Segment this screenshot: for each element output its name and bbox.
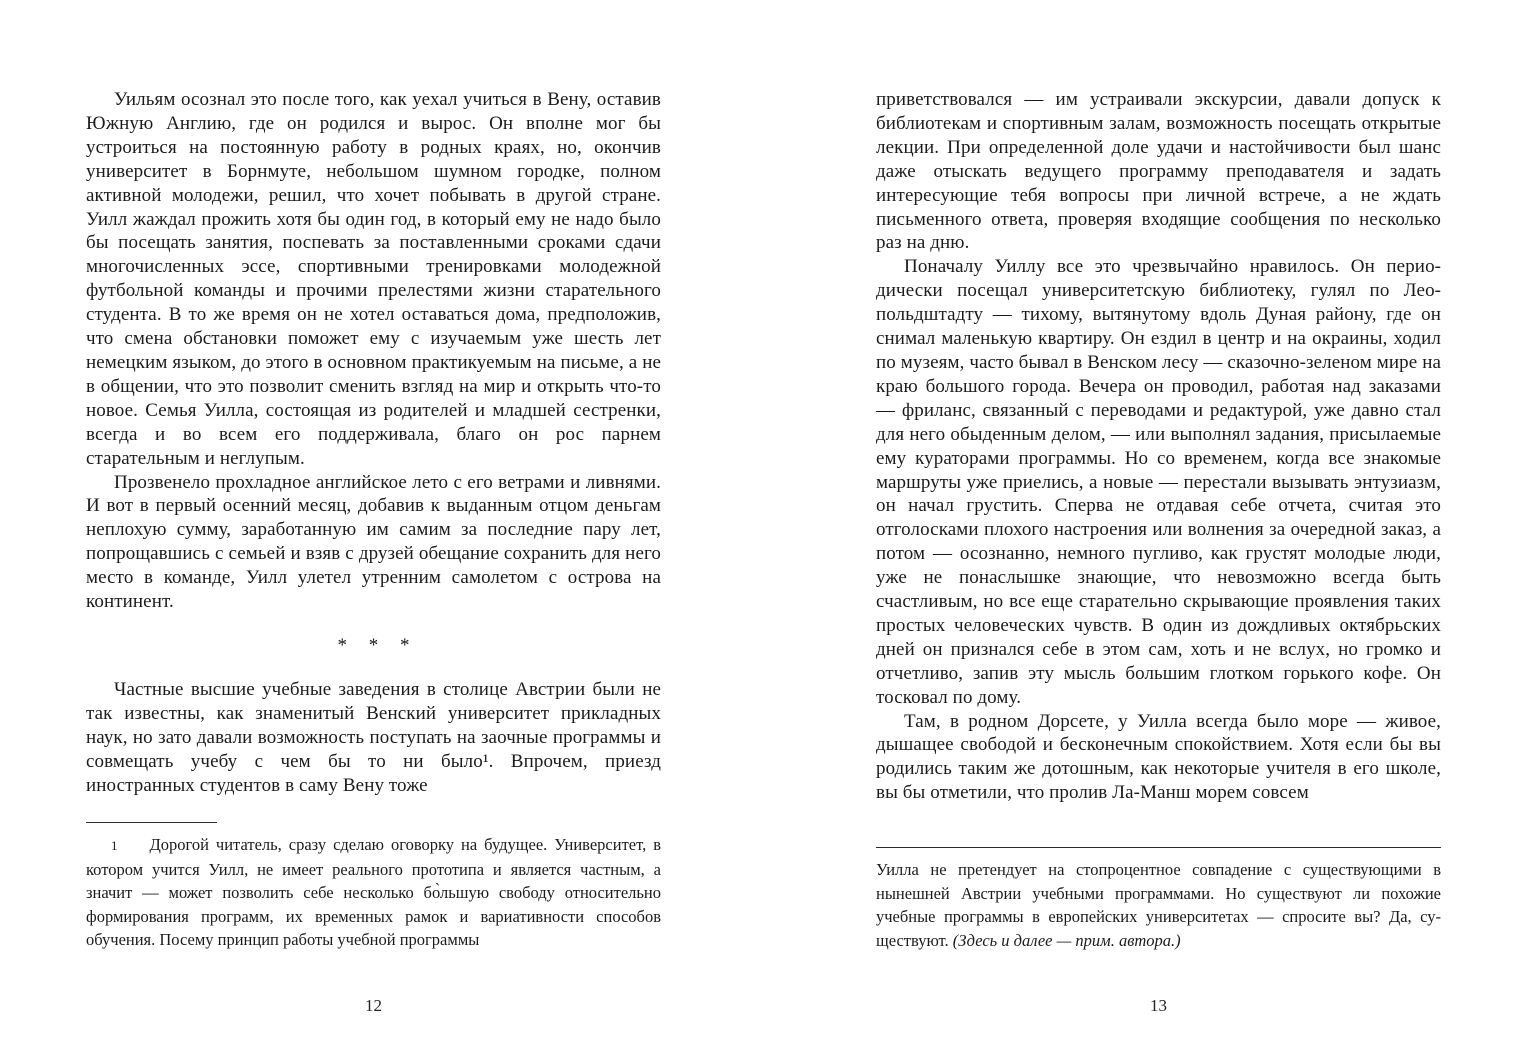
footnote-text: Дорогой читатель, сразу сделаю оговорку на будущее. Университет, в котором учится Уилл, не имеет реального прототипа и является частным, а значит — может позволить себе несколько бо̀льшую свободу относительно формирования программ, их временных рамок и вариативности способов обучения. Посему принцип работы учебной программы xyxy=(86,835,661,950)
page-left-body xyxy=(86,88,661,797)
footnote xyxy=(86,833,661,952)
paragraph: Поначалу Уиллу все это чрезвычайно нравилось. Он периодически посещал университетскую библиотеку, гулял по Леопольдштадту — тихому, вытянутому вдоль Дуная району, где он снимал маленькую квартиру. Он ездил в центр и на окраины, ходил по музеям, часто бывал в Венском лесу — сказочно-зеленом мире на краю большого города. Вечера он проводил, работая над заказами — фриланс, связанный с переводами и редактурой, уже давно стал для него обыденным делом, — или выполнял задания, присылаемые ему кураторами программы. Но со временем, когда все знакомые маршруты уже приелись, а новые — перестали вызывать энтузиазм, он начал грустить. Сперва не отдавая себе отчета, считая это отголосками плохого настроения или волнения за очередной заказ, а потом — осознанно, немного пугливо, как грустят молодые люди, уже не понаслышке знающие, что невозможно всегда быть счастливым, но все еще старательно скрывающие проявления таких простых человеческих чувств. В один из дождливых октябрьских дней он признался себе в этом сам, хоть и не вслух, но громко и отчетливо, запив эту мысль большим глотком горького кофе. Он тосковал по дому. xyxy=(876,256,1441,708)
footnotes-left xyxy=(86,822,661,952)
paragraph: Прозвенело прохладное английское лето с его ветрами и ливнями. И вот в первый осенний месяц, добавив к выданным отцом деньгам неплохую сумму, заработанную им самим за последние пару лет, попрощавшись с семьей и взяв с друзей обещание сохранить для него место в команде, Уилл улетел утренним самолетом с острова на континент. xyxy=(86,471,661,613)
page-left xyxy=(86,88,661,1038)
footnote-rule xyxy=(86,822,217,823)
footnote-text: Уилла не претендует на стопроцентное совпадение с существующими в нынешней Австрии учебными программами. Но существуют ли похожие учебные программы в европейских университетах — спросите вы? Да, существуют. xyxy=(876,860,1441,950)
footnote-rule xyxy=(876,847,1441,848)
section-break-asterisks: * * * xyxy=(337,634,410,656)
page-number-right: 13 xyxy=(1150,996,1167,1015)
paragraph: Частные высшие учебные заведения в столице Австрии были не так известны, как знаменитый Венский университет прикладных наук, но зато давали возможность поступать на заочные программы и совмещать учебу с чем бы то ни было¹. Впрочем, приезд иностранных студентов в саму Вену тоже xyxy=(86,678,661,796)
page-number-left: 12 xyxy=(365,996,382,1015)
page-right-body xyxy=(876,88,1441,805)
paragraph: Уильям осознал это после того, как уехал учиться в Вену, оставив Южную Англию, где он родился и вырос. Он вполне мог бы устроиться на постоянную работу в родных краях, но, окончив университет в Борнмуте, небольшом шумном городке, полном активной молодежи, решил, что хочет побывать в другой стране. Уилл жаждал прожить хотя бы один год, в который ему не надо было бы посещать занятия, поспевать за поставленными сроками сдачи многочисленных эссе, спортивными тренировками молодежной футбольной команды и прочими прелестями жизни старательного студента. В то же время он не хотел оставаться дома, предположив, что смена обстановки поможет ему с изучаемым уже шесть лет немецким языком, до этого в основном практикуемым на письме, а не в общении, что это позволит сменить взгляд на мир и открыть что-то новое. Семья Уилла, состоящая из родителей и младшей сестренки, всегда и во всем его поддерживала, благо он рос парнем старательным и неглупым. xyxy=(86,89,661,469)
page-right xyxy=(876,88,1441,1038)
footnote-author-note: (Здесь и далее — прим. автора.) xyxy=(952,930,1181,950)
paragraph: Там, в родном Дорсете, у Уилла всегда было море — живое, дышащее свободой и бесконечным спокойствием. Хотя если бы вы родились таким же дотошным, как некоторые учителя в его школе, вы бы отметили, что пролив Ла-Манш морем совсем xyxy=(876,710,1441,804)
footnote xyxy=(876,858,1441,952)
footnote-marker: 1 xyxy=(111,838,118,853)
paragraph: приветствовался — им устраивали экскурсии, давали допуск к библиотекам и спортивным залам, возможность посещать открытые лекции. При определенной доле удачи и настойчивости был шанс даже отыскать ведущего программу преподавателя и задать интересующие тебя вопросы при личной встрече, а не ждать письменного ответа, проверяя входящие сообщения по несколько раз на дню. xyxy=(876,89,1441,254)
footnotes-right xyxy=(876,847,1441,952)
